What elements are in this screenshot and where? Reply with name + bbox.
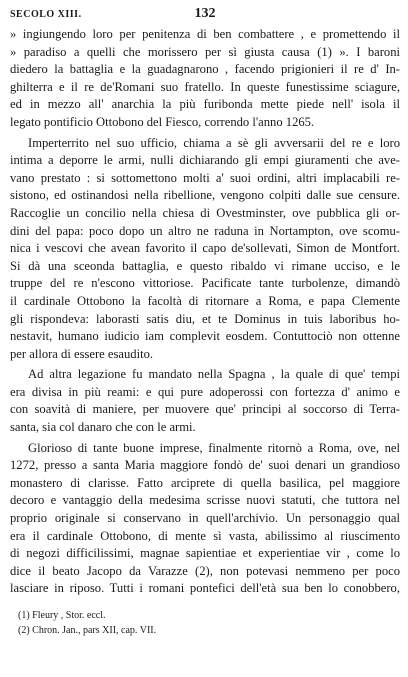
text-line: nica i vescovi che avean favorito il capo de'sollevati, Simon de Montfort.: [10, 241, 400, 256]
text-line: era il cardinale Ottobono, di mente sì vasta, abilissimo al riuscimento: [10, 528, 400, 543]
page-header: [10, 6, 400, 26]
text-line: sistono, ed ostinandosi nella ribellione, vengono colpiti dalle sue censure.: [10, 188, 400, 203]
text-line: con soavità di maniere, per muovere que' principi al soccorso di Terra-: [10, 402, 400, 417]
text-line: intima a deporre le armi, nulli dichiarando gli empi giuramenti che ave-: [10, 153, 400, 168]
text-line: Imperterrito nel suo ufficio, chiama a sè gli avversarii del re e loro: [28, 135, 400, 150]
text-line: santa, sia col danaro che con le armi.: [10, 420, 196, 435]
text-line: truppe del re n'escono vittoriose. Pacificate tante turbolenze, dimandò: [10, 276, 400, 291]
text-line: diedero la battaglia e la guadagnarono , facendo prigionieri il re d' In-: [10, 62, 400, 77]
text-line: » ingiungendo loro per penitenza di ben combattere , e promettendo il: [10, 27, 400, 41]
text-line: gli rispondeva: laborasti satis diu, et te Dominus in tuis laboribus ho-: [10, 311, 400, 326]
footnote: (1) Fleury , Stor. eccl.: [18, 610, 106, 621]
text-line: Si dà una sceonda battaglia, e questo ribaldo vi rimane ucciso, e le: [10, 258, 400, 273]
text-line: proprio originale si conservano in quell'archivio. Un personaggio qual: [10, 511, 400, 526]
body-text: [10, 26, 400, 598]
footnotes: [10, 608, 400, 638]
text-line: Raccoglie un concilio nella chiesa di Ovestminster, ove pubblica gli or-: [10, 205, 400, 220]
text-line: di negozi difficilissimi, magnae sapientiae et experientiae vir , come lo: [10, 546, 400, 561]
text-line: ed in mezzo all' anarchia la più furibonda mette piede nell' isola il: [10, 97, 400, 112]
page-number: 132: [194, 6, 216, 21]
text-line: nestavit, humano iudicio iam complevit eosdem. Contuttociò non ottenne: [10, 329, 400, 344]
text-line: monastero di clarisse. Fatto arciprete di quella basilica, pel maggiore: [10, 475, 400, 490]
text-line: legato pontificio Ottobono del Fiesco, correndo l'anno 1265.: [10, 114, 315, 129]
text-line: 1272, presso a santa Maria maggiore fondò de' suoi denari un grandioso: [10, 458, 400, 473]
running-head: SECOLO XIII.: [10, 9, 82, 20]
text-line: vano prestato : si sottomettono molti a' suoi ordini, altri implacabili re-: [10, 170, 400, 185]
text-line: il cardinale Ottobono la facoltà di ritornare a Roma, e papa Clemente: [10, 293, 400, 308]
text-line: ghilterra e il re de'Romani suo fratello. In queste funestissime sciagure,: [10, 79, 400, 94]
text-line: Glorioso di tante buone imprese, finalmente ritornò a Roma, ove, nel: [28, 440, 400, 455]
paragraph-1: [10, 26, 400, 132]
text-line: decoro e vantaggio della medesima scrisse nuovi statuti, che tuttora nel: [10, 493, 400, 508]
text-line: per allora di essere esaudito.: [10, 346, 154, 361]
text-line: dini del papa: poco dopo un altro ne raduna in Nortampton, ove scomu-: [10, 223, 400, 238]
footnote: (2) Chron. Jan., pars XII, cap. VII.: [18, 625, 157, 636]
text-line: » paradiso a quelli che morissero per sì giusta causa (1) ». I baroni: [10, 44, 400, 59]
paragraph-4: [10, 440, 400, 598]
text-line: era divisa in più reami: e qui pure adoperossi con fortezza d' animo e: [10, 384, 400, 399]
paragraph-3: [10, 366, 400, 436]
text-line: lasciare in riposo. Tutti i romani pontefici dell'età sua ben lo conobbero,: [10, 581, 400, 596]
paragraph-2: [10, 135, 400, 364]
text-line: Ad altra legazione fu mandato nella Spagna , la quale di que' tempi: [28, 367, 400, 382]
text-line: dice il beato Jacopo da Varazze (2), non potevasi nemmeno per poco: [10, 563, 400, 578]
